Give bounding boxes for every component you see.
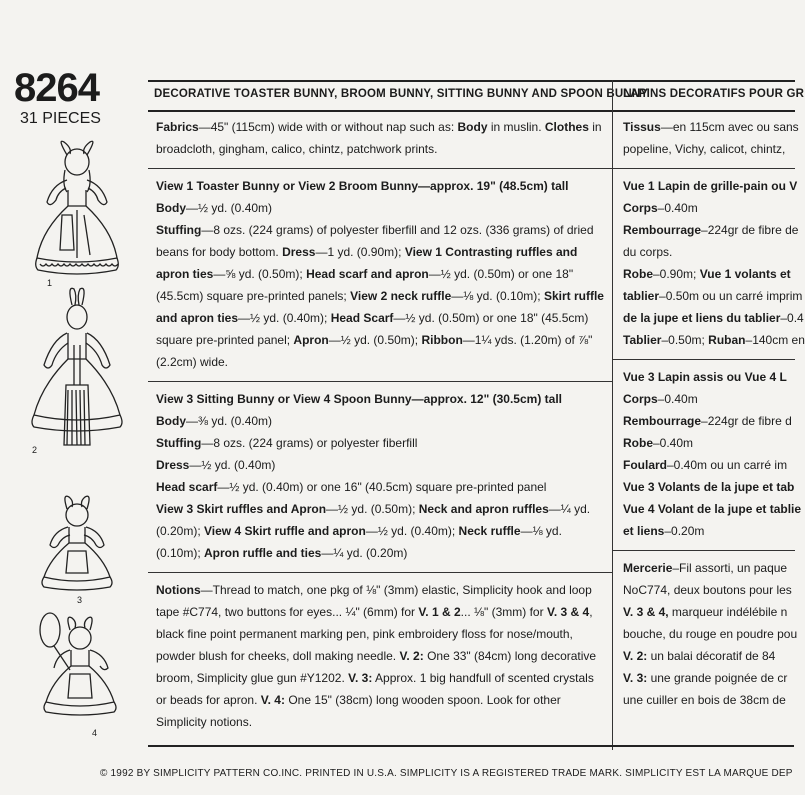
v12-skirt-label: Skirt ruffle and apron ties bbox=[156, 289, 604, 325]
fr34-v4: Vue 4 Volant de la jupe et tablie bbox=[623, 502, 802, 516]
fabrics-body-text: in muslin. bbox=[487, 120, 545, 134]
v34-v3-text: —½ yd. (0.50m); bbox=[326, 502, 419, 516]
v12-stuffing-text: —8 ozs. (224 grams) of polyester fiberfill and 12 ozs. (336 grams) of dried beans for body bottom. bbox=[156, 223, 594, 259]
fr12-ruban-label: Ruban bbox=[708, 333, 746, 347]
fr34-liens-label: et liens bbox=[623, 524, 665, 538]
v12-body-text: —½ yd. (0.40m) bbox=[186, 201, 273, 215]
v34-scarf-text: —½ yd. (0.40m) or one 16" (40.5cm) square pre-printed panel bbox=[217, 480, 547, 494]
v34-neck-label: Neck ruffle bbox=[458, 524, 521, 538]
fr12-tab2-label: Tablier bbox=[623, 333, 662, 347]
v34-body-text: —⅜ yd. (0.40m) bbox=[186, 414, 273, 428]
fr12-jupe-text: –0.4 bbox=[780, 311, 804, 325]
fr34-remb-label: Rembourrage bbox=[623, 414, 702, 428]
mercerie-line-4: bouche, du rouge en poudre pou bbox=[623, 627, 798, 641]
notions-bold-1: V. 1 & 2 bbox=[418, 605, 461, 619]
fr12-ruban-text: –140cm en bbox=[745, 333, 805, 347]
v12-apron-label: Apron bbox=[293, 333, 329, 347]
notions-text-6: One 15" (38cm) long wooden spoon. Look for other Simplicity notions. bbox=[156, 693, 561, 729]
mercerie-line-7: une cuiller en bois de 38cm de bbox=[623, 693, 786, 707]
fr12-robe-text: –0.90m; bbox=[653, 267, 700, 281]
fr34-corps-text: –0.40m bbox=[657, 392, 698, 406]
bottom-rule bbox=[148, 745, 794, 747]
fr12-tab2-text: –0.50m; bbox=[661, 333, 709, 347]
fr12-jupe-label: de la jupe et liens du tablier bbox=[623, 311, 781, 325]
fabrics-label: Fabrics bbox=[156, 120, 199, 134]
v12-ribbon-label: Ribbon bbox=[421, 333, 463, 347]
v34-stuffing-text: —8 ozs. (224 grams) or polyester fiberfill bbox=[201, 436, 418, 450]
notions-label: Notions bbox=[156, 583, 201, 597]
v12-scarf-text: —½ yd. (0.50m) or one 18" (45.5cm) square pre-printed panels; bbox=[156, 267, 574, 303]
mercerie-bold-3: V. 3 & 4, bbox=[623, 605, 669, 619]
v12-neck-label: View 2 neck ruffle bbox=[350, 289, 452, 303]
mercerie-line-5: un balai décoratif de 84 bbox=[647, 649, 776, 663]
view-label-4: 4 bbox=[92, 728, 98, 738]
view-1-illustration bbox=[22, 140, 132, 280]
mercerie-section bbox=[613, 551, 798, 719]
fr12-tablier-text: –0.50m ou un carré imprim bbox=[659, 289, 803, 303]
notions-text-1: —Thread to match, one pkg of ⅛" (3mm) elastic, Simplicity hook and loop tape #C774, two buttons for eyes... ¼" (6mm) for bbox=[156, 583, 592, 619]
v12-scarf2-label: Head Scarf bbox=[330, 311, 394, 325]
fr12-line-3: du corps. bbox=[623, 245, 673, 259]
mercerie-line-3: marqueur indélébile n bbox=[668, 605, 788, 619]
vue-1-2-section bbox=[613, 169, 805, 360]
notions-section bbox=[148, 573, 612, 741]
notions-bold-3: V. 2: bbox=[399, 649, 424, 663]
v34-dress-label: Dress bbox=[156, 458, 190, 472]
view-1-2-section bbox=[148, 169, 612, 382]
view-label-3: 3 bbox=[77, 595, 83, 605]
vue-3-4-section bbox=[613, 360, 802, 551]
fabrics-text: —45" (115cm) wide with or without nap such as: bbox=[198, 120, 458, 134]
v34-neck-text: —⅛ yd. (0.10m); bbox=[156, 524, 562, 560]
v12-stuffing-label: Stuffing bbox=[156, 223, 202, 237]
fabrics-body-label: Body bbox=[457, 120, 488, 134]
fr12-tablier-label: tablier bbox=[623, 289, 660, 303]
tissus-section bbox=[613, 112, 799, 169]
v12-skirt-text: —½ yd. (0.40m); bbox=[238, 311, 331, 325]
notions-text-3: , black fine point permanent marking pen, pink embroidery floss for nose/mouth, powder blush for cheeks, doll making needle. bbox=[156, 605, 593, 663]
v34-ties-label: Apron ruffle and ties bbox=[204, 546, 322, 560]
v12-contrast-text: —⅝ yd. (0.50m); bbox=[213, 267, 307, 281]
view-3-illustration bbox=[32, 495, 122, 595]
mercerie-line-6: une grande poignée de cr bbox=[647, 671, 788, 685]
pieces-count: 31 PIECES bbox=[20, 110, 101, 127]
view-label-2: 2 bbox=[32, 445, 38, 455]
v12-neck-text: —⅛ yd. (0.10m); bbox=[451, 289, 544, 303]
tissus-line-2: popeline, Vichy, calicot, chintz, bbox=[623, 142, 786, 156]
fr12-robe-label: Robe bbox=[623, 267, 653, 281]
tissus-label: Tissus bbox=[623, 120, 661, 134]
view-label-1: 1 bbox=[47, 278, 53, 288]
english-title: DECORATIVE TOASTER BUNNY, BROOM BUNNY, SITTING BUNNY AND SPOON BUNNY bbox=[148, 80, 612, 112]
v34-body-label: Body bbox=[156, 414, 186, 428]
mercerie-label: Mercerie bbox=[623, 561, 673, 575]
fr12-corps-text: –0.40m bbox=[657, 201, 698, 215]
notions-text-2: ... ⅛" (3mm) for bbox=[460, 605, 547, 619]
fr34-robe-label: Robe bbox=[623, 436, 653, 450]
pattern-number: 8264 bbox=[14, 66, 99, 110]
fr34-remb-text: –224gr de fibre d bbox=[701, 414, 792, 428]
v34-ties-text: —¼ yd. (0.20m) bbox=[321, 546, 408, 560]
mercerie-line-2: NoC774, deux boutons pour les bbox=[623, 583, 792, 597]
fr34-foulard-label: Foulard bbox=[623, 458, 667, 472]
notions-bold-5: V. 4: bbox=[260, 693, 285, 707]
v34-stuffing-label: Stuffing bbox=[156, 436, 202, 450]
notions-bold-2: V. 3 & 4 bbox=[546, 605, 590, 619]
vue-3-4-heading: Vue 3 Lapin assis ou Vue 4 L bbox=[623, 370, 787, 384]
v34-dress-text: —½ yd. (0.40m) bbox=[189, 458, 276, 472]
v34-scarf-label: Head scarf bbox=[156, 480, 218, 494]
fr34-robe-text: –0.40m bbox=[653, 436, 694, 450]
tissus-line-1: —en 115cm avec ou sans bbox=[660, 120, 799, 134]
fr34-v3: Vue 3 Volants de la jupe et tab bbox=[623, 480, 795, 494]
notions-bold-4: V. 3: bbox=[348, 671, 373, 685]
v12-ribbon-text: —1¼ yds. (1.20m) of ⅞" (2.2cm) wide. bbox=[156, 333, 593, 369]
fr12-remb-text: –224gr de fibre de bbox=[701, 223, 799, 237]
view-illustrations bbox=[22, 140, 140, 740]
copyright-footer: © 1992 BY SIMPLICITY PATTERN CO.INC. PRINTED IN U.S.A. SIMPLICITY IS A REGISTERED TRADE MARK. SIMPLICITY EST LA MARQUE DEP bbox=[100, 768, 793, 779]
notions-text-4: One 33" (84cm) long decorative broom, Simplicity glue gun #Y1202. bbox=[156, 649, 597, 685]
view-3-4-heading: View 3 Sitting Bunny or View 4 Spoon Bunny—approx. 12" (30.5cm) tall bbox=[156, 392, 562, 406]
vue-1-2-heading: Vue 1 Lapin de grille-pain ou V bbox=[623, 179, 798, 193]
fr12-remb-label: Rembourrage bbox=[623, 223, 702, 237]
v12-contrast-label: View 1 Contrasting ruffles and apron ties bbox=[156, 245, 578, 281]
mercerie-bold-6: V. 3: bbox=[623, 671, 648, 685]
v34-v4-label: View 4 Skirt ruffle and apron bbox=[204, 524, 366, 538]
fabrics-clothes-label: Clothes bbox=[544, 120, 589, 134]
view-3-4-section bbox=[148, 382, 612, 573]
fabrics-clothes-text: in broadcloth, gingham, calico, chintz, patchwork prints. bbox=[156, 120, 602, 156]
mercerie-line-1: –Fil assorti, un paque bbox=[672, 561, 788, 575]
fr12-volants: Vue 1 volants et bbox=[699, 267, 791, 281]
view-1-2-heading: View 1 Toaster Bunny or View 2 Broom Bunny—approx. 19" (48.5cm) tall bbox=[156, 179, 569, 193]
v34-neckapron-label: Neck and apron ruffles bbox=[418, 502, 549, 516]
v34-v3-label: View 3 Skirt ruffles and Apron bbox=[156, 502, 327, 516]
fr34-corps-label: Corps bbox=[623, 392, 658, 406]
v12-scarf-label: Head scarf and apron bbox=[306, 267, 429, 281]
fabrics-section bbox=[148, 112, 612, 169]
v12-dress-text: —1 yd. (0.90m); bbox=[315, 245, 405, 259]
v12-body-label: Body bbox=[156, 201, 186, 215]
french-instructions bbox=[612, 80, 805, 750]
v12-scarf2-text: —½ yd. (0.50m) or one 18" (45.5cm) square pre-printed panel; bbox=[156, 311, 589, 347]
mercerie-bold-5: V. 2: bbox=[623, 649, 648, 663]
v12-dress-label: Dress bbox=[282, 245, 316, 259]
v12-apron-text: —½ yd. (0.50m); bbox=[328, 333, 422, 347]
notions-text-5: Approx. 1 big handfull of scented crystals or beads for apron. bbox=[156, 671, 594, 707]
fr12-corps-label: Corps bbox=[623, 201, 658, 215]
view-2-illustration bbox=[22, 285, 132, 450]
view-4-illustration bbox=[32, 610, 127, 720]
fr34-liens-text: –0.20m bbox=[664, 524, 705, 538]
v34-v4-text: —½ yd. (0.40m); bbox=[365, 524, 459, 538]
fr34-foulard-text: –0.40m ou un carré im bbox=[667, 458, 788, 472]
french-title: LAPINS DECORATIFS POUR GR bbox=[613, 80, 795, 112]
v34-neckapron-text: —¼ yd. (0.20m); bbox=[156, 502, 591, 538]
